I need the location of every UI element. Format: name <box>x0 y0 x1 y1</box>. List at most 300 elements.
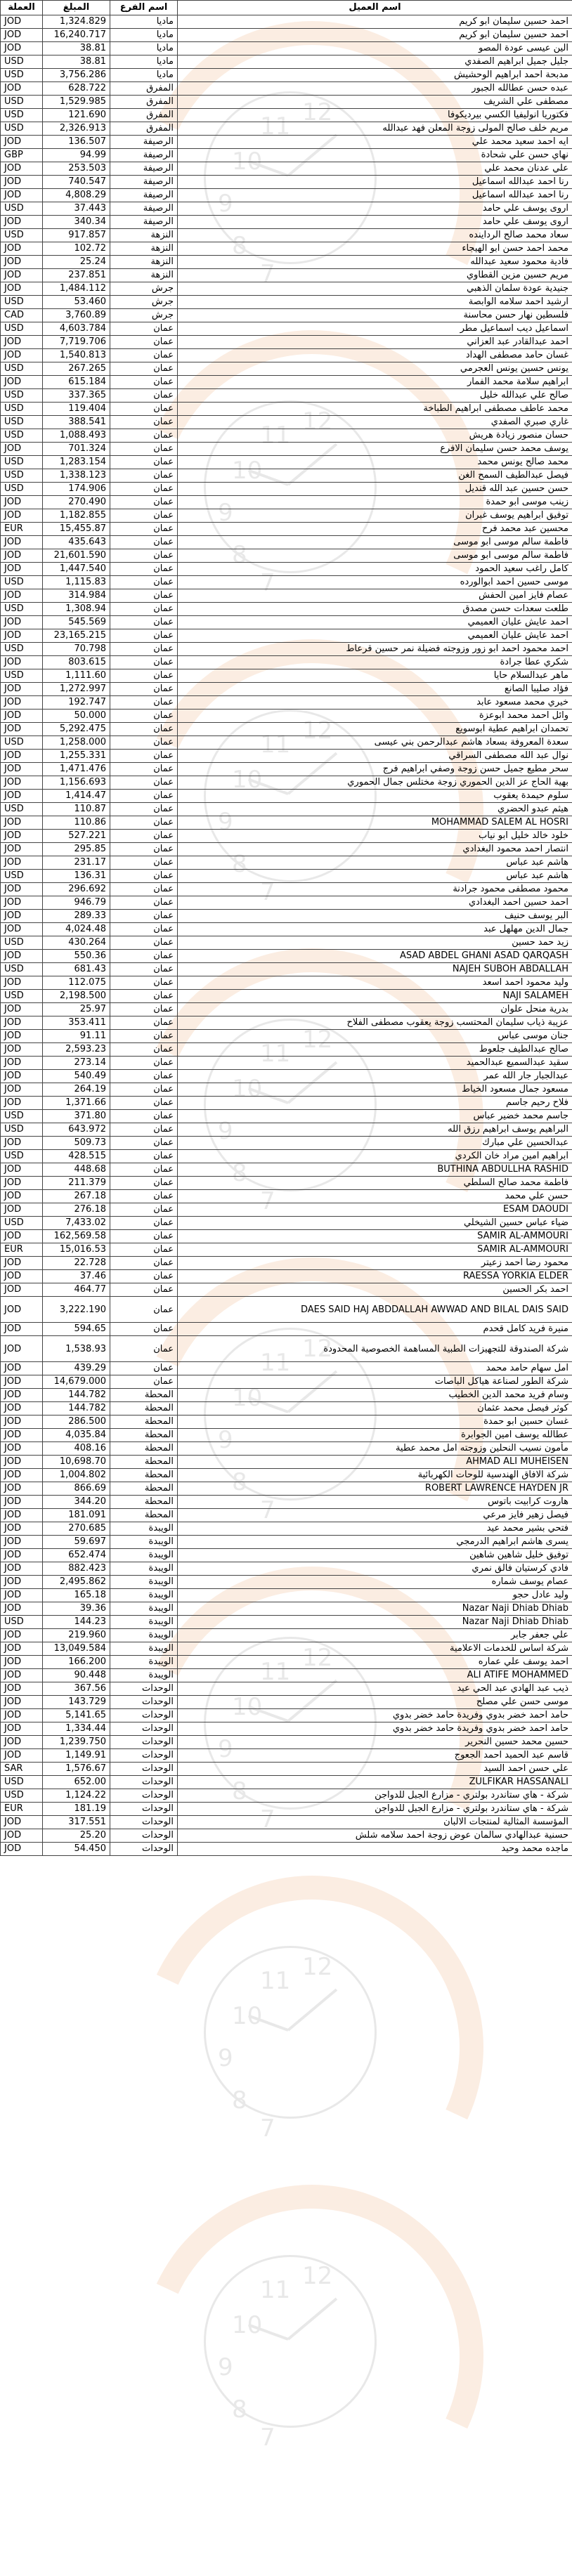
row-branch: عمان <box>110 1190 178 1203</box>
row-branch: الوحدات <box>110 1803 178 1816</box>
row-branch: عمان <box>110 990 178 1003</box>
table-row <box>1 1776 572 1789</box>
row-currency: JOD <box>1 256 43 269</box>
row-currency: JOD <box>1 1257 43 1270</box>
row-currency: JOD <box>1 1682 43 1696</box>
row-amount: 550.36 <box>43 950 110 963</box>
row-client-name: جاسم محمد خضير عباس <box>178 1110 572 1123</box>
table-row <box>1 1375 572 1389</box>
row-client-name: مصطفى علي الشريف <box>178 96 572 109</box>
row-amount: 2,593.23 <box>43 1043 110 1057</box>
row-branch: المفرق <box>110 122 178 136</box>
table-row <box>1 29 572 42</box>
row-currency: GBP <box>1 149 43 162</box>
table-row <box>1 950 572 963</box>
row-currency: JOD <box>1 1057 43 1070</box>
row-currency: USD <box>1 1616 43 1629</box>
row-branch: عمان <box>110 496 178 509</box>
row-branch: عمان <box>110 1097 178 1110</box>
row-currency: JOD <box>1 1509 43 1522</box>
row-client-name: فتحي بشير محمد عيد <box>178 1522 572 1536</box>
row-amount: 211.379 <box>43 1177 110 1190</box>
row-amount: 1,414.47 <box>43 790 110 803</box>
row-branch: عمان <box>110 1070 178 1083</box>
row-amount: 1,576.67 <box>43 1763 110 1776</box>
row-branch: جرش <box>110 282 178 296</box>
row-branch: الوحدات <box>110 1722 178 1736</box>
row-amount: 594.65 <box>43 1323 110 1336</box>
row-branch: عمان <box>110 816 178 830</box>
row-branch: الوحدات <box>110 1709 178 1722</box>
row-client-name: اروى يوسف علي حامد <box>178 216 572 229</box>
row-branch: عمان <box>110 1362 178 1375</box>
row-branch: عمان <box>110 710 178 723</box>
table-row <box>1 1336 572 1362</box>
row-currency: JOD <box>1 856 43 870</box>
table-row <box>1 723 572 736</box>
row-amount: 91.11 <box>43 1030 110 1043</box>
row-branch: الويبدة <box>110 1642 178 1656</box>
table-row <box>1 469 572 483</box>
row-client-name: كوثر فيصل محمد عثمان <box>178 1402 572 1416</box>
row-client-name: احمد حسين احمد البغدادي <box>178 896 572 910</box>
row-amount: 652.00 <box>43 1776 110 1789</box>
row-client-name: حسان منصور زيادة هريش <box>178 429 572 443</box>
clock-watermark-icon: 12 11 10 9 8 7 <box>98 941 548 1264</box>
table-row <box>1 843 572 856</box>
row-currency: JOD <box>1 1669 43 1682</box>
row-amount: 1,334.44 <box>43 1722 110 1736</box>
table-row <box>1 69 572 82</box>
row-currency: JOD <box>1 336 43 349</box>
table-row <box>1 536 572 549</box>
row-branch: الرصيفة <box>110 136 178 149</box>
row-branch: عمان <box>110 683 178 696</box>
table-row <box>1 1429 572 1442</box>
row-branch: الرصيفة <box>110 189 178 202</box>
row-currency: JOD <box>1 536 43 549</box>
row-client-name: زينب موسى ابو حمدة <box>178 496 572 509</box>
row-currency: JOD <box>1 1456 43 1469</box>
row-amount: 53.460 <box>43 296 110 309</box>
row-amount: 21,601.590 <box>43 549 110 563</box>
row-currency: JOD <box>1 1829 43 1843</box>
row-currency: JOD <box>1 816 43 830</box>
row-amount: 435.643 <box>43 536 110 549</box>
table-row <box>1 1097 572 1110</box>
row-currency: USD <box>1 963 43 976</box>
row-currency: JOD <box>1 616 43 629</box>
row-branch: عمان <box>110 322 178 336</box>
row-branch: عمان <box>110 696 178 710</box>
row-amount: 38.81 <box>43 55 110 69</box>
row-amount: 110.87 <box>43 803 110 816</box>
row-branch: عمان <box>110 1123 178 1137</box>
row-client-name: فادي كرستيان فالق نمري <box>178 1562 572 1576</box>
row-amount: 344.20 <box>43 1496 110 1509</box>
row-client-name: يونس حسين يونس العجرمي <box>178 362 572 376</box>
table-row <box>1 910 572 923</box>
table-row <box>1 1323 572 1336</box>
row-amount: 1,156.693 <box>43 776 110 790</box>
row-amount: 13,049.584 <box>43 1642 110 1656</box>
row-branch: عمان <box>110 1137 178 1150</box>
table-row <box>1 429 572 443</box>
row-client-name: ماجده محمد وحيد <box>178 1843 572 1856</box>
table-row <box>1 1243 572 1257</box>
row-amount: 270.490 <box>43 496 110 509</box>
table-row <box>1 109 572 122</box>
row-client-name: محمود مصطفى محمود جرادنة <box>178 883 572 896</box>
row-branch: عمان <box>110 936 178 950</box>
row-amount: 628.722 <box>43 82 110 96</box>
table-row <box>1 1137 572 1150</box>
row-amount: 448.68 <box>43 1163 110 1177</box>
row-branch: الرصيفة <box>110 149 178 162</box>
row-currency: JOD <box>1 1043 43 1057</box>
row-amount: 144.782 <box>43 1389 110 1402</box>
row-amount: 1,283.154 <box>43 456 110 469</box>
row-currency: JOD <box>1 216 43 229</box>
table-row <box>1 896 572 910</box>
row-amount: 94.99 <box>43 149 110 162</box>
row-client-name: طلعت سعدات حسن مصدق <box>178 603 572 616</box>
row-currency: JOD <box>1 1749 43 1763</box>
row-branch: عمان <box>110 656 178 669</box>
row-currency: USD <box>1 122 43 136</box>
row-client-name: خيري محمد مسعود عابد <box>178 696 572 710</box>
row-currency: JOD <box>1 549 43 563</box>
row-currency: JOD <box>1 1362 43 1375</box>
row-branch: النزهة <box>110 229 178 242</box>
row-branch: عمان <box>110 669 178 683</box>
row-currency: JOD <box>1 1429 43 1442</box>
row-client-name: سعاد محمد صالح الرداينده <box>178 229 572 242</box>
row-branch: الويبدة <box>110 1629 178 1642</box>
row-client-name: فيصل زهير فايز مرعي <box>178 1509 572 1522</box>
row-currency: CAD <box>1 309 43 322</box>
row-currency: JOD <box>1 589 43 603</box>
table-row <box>1 1843 572 1856</box>
row-client-name: شركة اساس للخدمات الاعلامية <box>178 1642 572 1656</box>
row-branch: الوحدات <box>110 1749 178 1763</box>
row-client-name: هاشم عبد عباس <box>178 870 572 883</box>
row-client-name: منيرة فريد كامل قحدم <box>178 1323 572 1336</box>
row-branch: عمان <box>110 1003 178 1016</box>
table-row <box>1 1016 572 1030</box>
row-client-name: ماهر عبدالسلام حايا <box>178 669 572 683</box>
table-row <box>1 1362 572 1375</box>
row-branch: عمان <box>110 856 178 870</box>
row-currency: USD <box>1 669 43 683</box>
row-client-name: ارشيد احمد سلامه الوابصة <box>178 296 572 309</box>
row-branch: المفرق <box>110 82 178 96</box>
row-amount: 4,603.784 <box>43 322 110 336</box>
row-client-name: RAESSA YORKIA ELDER <box>178 1270 572 1283</box>
table-row <box>1 1297 572 1323</box>
table-row <box>1 1416 572 1429</box>
row-client-name: علي عدنان محمد علي <box>178 162 572 176</box>
row-branch: عمان <box>110 776 178 790</box>
table-row <box>1 1283 572 1297</box>
table-row <box>1 1642 572 1656</box>
row-branch: المحطة <box>110 1442 178 1456</box>
row-branch: المحطة <box>110 1509 178 1522</box>
table-row <box>1 1442 572 1456</box>
row-currency: JOD <box>1 1496 43 1509</box>
row-client-name: حسنية عبدالهادي سالمان عوض زوجة احمد سلامه شلش <box>178 1829 572 1843</box>
row-amount: 166.200 <box>43 1656 110 1669</box>
row-amount: 1,540.813 <box>43 349 110 362</box>
table-row <box>1 403 572 416</box>
row-amount: 39.36 <box>43 1602 110 1616</box>
table-row <box>1 483 572 496</box>
row-amount: 136.507 <box>43 136 110 149</box>
row-branch: النزهة <box>110 256 178 269</box>
table-row <box>1 1722 572 1736</box>
row-client-name: رنا احمد عبدالله اسماعيل <box>178 189 572 202</box>
row-client-name: ايه احمد سعيد محمد علي <box>178 136 572 149</box>
row-branch: عمان <box>110 843 178 856</box>
row-amount: 430.264 <box>43 936 110 950</box>
row-currency: JOD <box>1 750 43 763</box>
row-currency: JOD <box>1 282 43 296</box>
row-amount: 181.091 <box>43 1509 110 1522</box>
row-amount: 110.86 <box>43 816 110 830</box>
row-client-name: فاطمة سالم موسى ابو موسى <box>178 549 572 563</box>
row-client-name: غسان حسين ابو حمدة <box>178 1416 572 1429</box>
row-currency: USD <box>1 936 43 950</box>
row-branch: عمان <box>110 763 178 776</box>
row-currency: JOD <box>1 1602 43 1616</box>
row-branch: عمان <box>110 456 178 469</box>
row-client-name: كامل راغب سعيد الحمود <box>178 563 572 576</box>
row-amount: 37.443 <box>43 202 110 216</box>
row-amount: 1,324.829 <box>43 15 110 29</box>
table-row <box>1 576 572 589</box>
row-currency: JOD <box>1 349 43 362</box>
row-branch: المحطة <box>110 1456 178 1469</box>
row-client-name: مسعود جمال مسعود الخياط <box>178 1083 572 1097</box>
table-row <box>1 162 572 176</box>
row-currency: JOD <box>1 15 43 29</box>
row-client-name: بدرية منحل علوان <box>178 1003 572 1016</box>
row-amount: 4,024.48 <box>43 923 110 936</box>
clock-watermark-icon: 12 11 10 9 8 7 <box>98 2178 548 2501</box>
table-row <box>1 883 572 896</box>
row-branch: عمان <box>110 1375 178 1389</box>
row-client-name: البر يوسف حنيف <box>178 910 572 923</box>
row-amount: 25.20 <box>43 1829 110 1843</box>
row-client-name: غسان حامد مصطفى الهداد <box>178 349 572 362</box>
row-currency: JOD <box>1 1589 43 1602</box>
row-branch: ماديا <box>110 42 178 55</box>
row-amount: 882.423 <box>43 1562 110 1576</box>
row-currency: JOD <box>1 776 43 790</box>
row-branch: الوحدات <box>110 1696 178 1709</box>
row-client-name: حامد احمد خضر بدوي وفريدة حامد خضر بدوي <box>178 1722 572 1736</box>
row-branch: عمان <box>110 1217 178 1230</box>
row-branch: الويبدة <box>110 1602 178 1616</box>
row-branch: عمان <box>110 629 178 643</box>
row-currency: JOD <box>1 1190 43 1203</box>
row-currency: JOD <box>1 1482 43 1496</box>
row-client-name: فادية محمود سعيد عبدالله <box>178 256 572 269</box>
table-row <box>1 1536 572 1549</box>
row-client-name: زيد حمد حسين <box>178 936 572 950</box>
row-currency: JOD <box>1 950 43 963</box>
row-currency: USD <box>1 990 43 1003</box>
table-row <box>1 589 572 603</box>
row-currency: JOD <box>1 723 43 736</box>
row-client-name: جليل جميل ابراهيم الصفدي <box>178 55 572 69</box>
row-amount: 1,272.997 <box>43 683 110 696</box>
table-row <box>1 136 572 149</box>
row-amount: 1,239.750 <box>43 1736 110 1749</box>
row-client-name: مريم حسين مزين القطاوي <box>178 269 572 282</box>
row-branch: ماديا <box>110 55 178 69</box>
row-branch: عمان <box>110 1230 178 1243</box>
row-currency: JOD <box>1 29 43 42</box>
row-currency: JOD <box>1 910 43 923</box>
row-branch: عمان <box>110 362 178 376</box>
row-amount: 1,538.93 <box>43 1336 110 1362</box>
row-amount: 37.46 <box>43 1270 110 1283</box>
row-currency: JOD <box>1 1562 43 1576</box>
row-client-name: شركة - هاي ستاندرد بولتري - مزارع الجبل للدواجن <box>178 1789 572 1803</box>
row-currency: JOD <box>1 1816 43 1829</box>
row-client-name: عبده حسن عطالله الجبور <box>178 82 572 96</box>
row-currency: SAR <box>1 1763 43 1776</box>
row-currency: JOD <box>1 1203 43 1217</box>
row-currency: EUR <box>1 523 43 536</box>
row-client-name: صالح عبدالطيف جلعوط <box>178 1043 572 1057</box>
table-row <box>1 256 572 269</box>
table-row <box>1 523 572 536</box>
row-client-name: غاري صبري الصفدي <box>178 416 572 429</box>
row-amount: 112.075 <box>43 976 110 990</box>
table-row <box>1 1576 572 1589</box>
table-row <box>1 923 572 936</box>
row-client-name: شركة الافاق الهندسية للوحات الكهربائية <box>178 1469 572 1482</box>
table-row <box>1 976 572 990</box>
row-amount: 3,756.286 <box>43 69 110 82</box>
row-branch: الويبدة <box>110 1549 178 1562</box>
row-currency: JOD <box>1 1469 43 1482</box>
table-row <box>1 1482 572 1496</box>
row-amount: 701.324 <box>43 443 110 456</box>
row-branch: عمان <box>110 403 178 416</box>
row-currency: JOD <box>1 1696 43 1709</box>
row-currency: USD <box>1 1217 43 1230</box>
row-client-name: سحر مطيع جميل حسن زوجة وصفي ابراهيم فرج <box>178 763 572 776</box>
row-client-name: موسى حسين احمد ابوالورده <box>178 576 572 589</box>
row-client-name: ضياء عباس حسين الشيخلي <box>178 1217 572 1230</box>
row-amount: 1,484.112 <box>43 282 110 296</box>
table-row <box>1 1549 572 1562</box>
row-branch: الرصيفة <box>110 176 178 189</box>
row-amount: 1,088.493 <box>43 429 110 443</box>
row-amount: 2,326.913 <box>43 122 110 136</box>
row-client-name: ESAM DAOUDI <box>178 1203 572 1217</box>
table-row <box>1 1456 572 1469</box>
row-amount: 50.000 <box>43 710 110 723</box>
row-currency: JOD <box>1 1030 43 1043</box>
row-currency: JOD <box>1 1323 43 1336</box>
row-client-name: NAJEH SUBOH ABDALLAH <box>178 963 572 976</box>
row-client-name: ذيب عبد الهادي عبد الحي عيد <box>178 1682 572 1696</box>
table-row <box>1 696 572 710</box>
row-client-name: شركة الصندوقة للتجهيزات الطبية المساهمة الخصوصية المحدودة <box>178 1336 572 1362</box>
row-amount: 289.33 <box>43 910 110 923</box>
row-currency: JOD <box>1 509 43 523</box>
row-currency: JOD <box>1 1522 43 1536</box>
row-branch: عمان <box>110 483 178 496</box>
row-currency: JOD <box>1 563 43 576</box>
row-amount: 527.221 <box>43 830 110 843</box>
table-row <box>1 176 572 189</box>
row-branch: المفرق <box>110 109 178 122</box>
table-row <box>1 549 572 563</box>
row-amount: 143.729 <box>43 1696 110 1709</box>
row-amount: 917.857 <box>43 229 110 242</box>
row-branch: عمان <box>110 616 178 629</box>
row-amount: 144.782 <box>43 1402 110 1416</box>
header-currency: العملة <box>1 1 43 15</box>
table-row <box>1 936 572 950</box>
row-amount: 276.18 <box>43 1203 110 1217</box>
row-client-name: هاروت كرابيت باتوس <box>178 1496 572 1509</box>
row-amount: 136.31 <box>43 870 110 883</box>
row-client-name: تحمدان ابراهيم عطية ابوسويع <box>178 723 572 736</box>
table-row <box>1 1656 572 1669</box>
row-branch: الوحدات <box>110 1843 178 1856</box>
row-currency: USD <box>1 870 43 883</box>
row-currency: JOD <box>1 162 43 176</box>
row-client-name: سعدة المعروفة بسعاد هاشم عبدالرحمن بني عيسى <box>178 736 572 750</box>
row-branch: عمان <box>110 603 178 616</box>
row-currency: USD <box>1 1789 43 1803</box>
row-amount: 181.19 <box>43 1803 110 1816</box>
row-client-name: موسى حسن علي مصلح <box>178 1696 572 1709</box>
table-row <box>1 870 572 883</box>
row-amount: 231.17 <box>43 856 110 870</box>
row-branch: عمان <box>110 1336 178 1362</box>
row-client-name: علي جعفر جابر <box>178 1629 572 1642</box>
row-branch: الويبدة <box>110 1536 178 1549</box>
row-amount: 545.569 <box>43 616 110 629</box>
row-client-name: AHMAD ALI MUHEISEN <box>178 1456 572 1469</box>
row-amount: 25.24 <box>43 256 110 269</box>
table-row <box>1 816 572 830</box>
row-amount: 267.265 <box>43 362 110 376</box>
table-row <box>1 656 572 669</box>
row-client-name: BUTHINA ABDULLHA RASHID <box>178 1163 572 1177</box>
row-amount: 38.81 <box>43 42 110 55</box>
row-amount: 119.404 <box>43 403 110 416</box>
row-currency: JOD <box>1 923 43 936</box>
row-currency: USD <box>1 296 43 309</box>
table-row <box>1 1123 572 1137</box>
table-row <box>1 1270 572 1283</box>
table-row <box>1 1177 572 1190</box>
table-row <box>1 389 572 403</box>
row-client-name: مأمون نسيب النحلين وزوجته امل محمد عطية <box>178 1442 572 1456</box>
row-branch: عمان <box>110 429 178 443</box>
row-amount: 54.450 <box>43 1843 110 1856</box>
row-client-name: احمد عبدالقادر عبد العزاني <box>178 336 572 349</box>
row-amount: 237.851 <box>43 269 110 282</box>
